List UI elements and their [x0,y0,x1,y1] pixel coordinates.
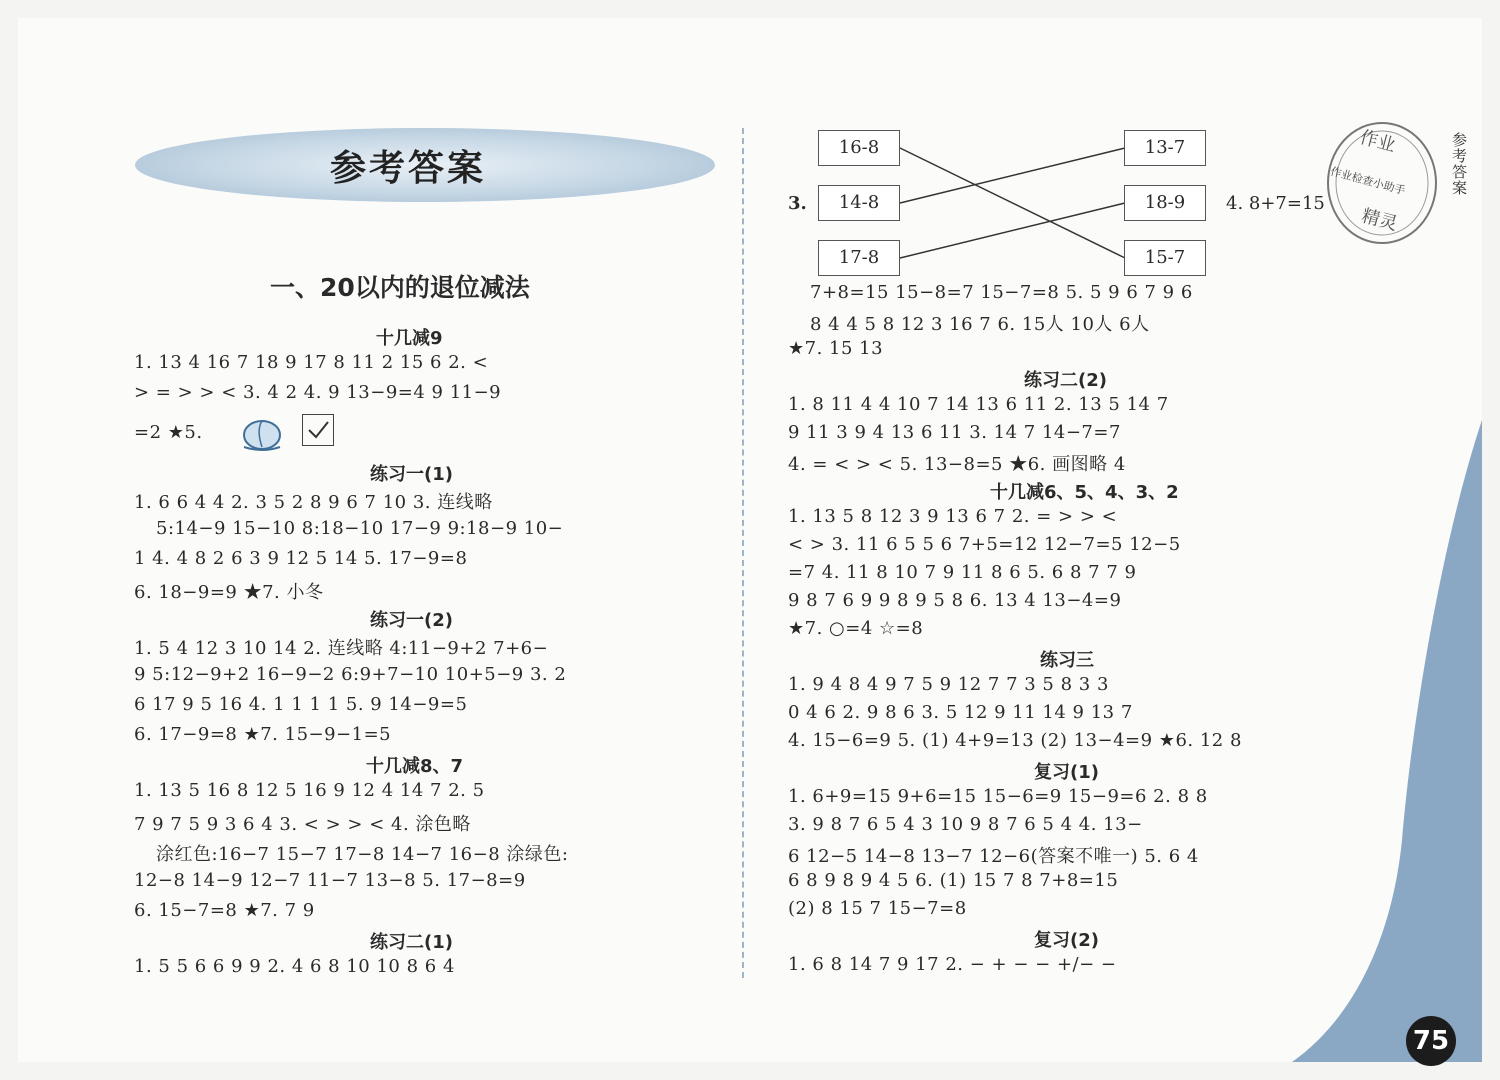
answer-line: 9 5:12−9+2 16−9−2 6:9+7−10 10+5−9 3. 2 [134,664,567,685]
subheading: 复习(2) [1034,930,1099,951]
answer-line: 1. 13 5 8 12 3 9 13 6 7 2. = > > < [788,506,1118,527]
subheading: 练习一(1) [370,464,453,485]
subheading: 十几减8、7 [366,756,464,777]
subheading: 练习三 [1040,650,1094,671]
question-number: 3. [788,193,807,214]
match-box-right: 15-7 [1124,240,1206,276]
svg-text:作业: 作业 [1357,126,1398,157]
answer-line: ★7. 15 13 [788,338,884,359]
answer-line: 1. 6+9=15 9+6=15 15−6=9 15−9=6 2. 8 8 [788,786,1208,807]
answer-line: 4. = < > < 5. 13−8=5 ★6. 画图略 4 [788,454,1126,475]
answer-line: 1. 5 4 12 3 10 14 2. 连线略 4:11−9+2 7+6− [134,638,549,659]
svg-text:精灵: 精灵 [1359,205,1400,235]
answer-line: 1. 9 4 8 4 9 7 5 9 12 7 7 3 5 8 3 3 [788,674,1109,695]
match-box-right: 13-7 [1124,130,1206,166]
subheading: 复习(1) [1034,762,1099,783]
answer-line: 4. 8+7=15 [1226,193,1325,214]
answer-line: 4. 15−6=9 5. (1) 4+9=13 (2) 13−4=9 ★6. 12 8 [788,730,1242,751]
answer-line: 9 11 3 9 4 13 6 11 3. 14 7 14−7=7 [788,422,1121,443]
answer-line: < > 3. 11 6 5 5 6 7+5=12 12−7=5 12−5 [788,534,1181,555]
subheading: 十几减9 [376,328,443,349]
answer-line: 1. 6 8 14 7 9 17 2. − + − − +/− − [788,954,1117,975]
section-title: 一、20以内的退位减法 [270,273,530,302]
peach-icon [240,413,284,453]
answer-line: 12−8 14−9 12−7 11−7 13−8 5. 17−8=9 [134,870,526,891]
match-box-left: 14-8 [818,185,900,221]
answer-line: 涂红色:16−7 15−7 17−8 14−7 16−8 涂绿色: [156,844,569,865]
match-box-left: 16-8 [818,130,900,166]
answer-line: 6. 17−9=8 ★7. 15−9−1=5 [134,724,392,745]
subheading: 练习二(2) [1024,370,1107,391]
decorative-curve [1292,420,1482,1062]
answer-line: 6 17 9 5 16 4. 1 1 1 1 5. 9 14−9=5 [134,694,468,715]
check-box-icon [302,414,334,446]
stamp-icon [1320,108,1440,258]
subheading: 练习一(2) [370,610,453,631]
answer-line: 3. 9 8 7 6 5 4 3 10 9 8 7 6 5 4 4. 13− [788,814,1143,835]
answer-line: =7 4. 11 8 10 7 9 11 8 6 5. 6 8 7 7 9 [788,562,1137,583]
answer-line: 1. 8 11 4 4 10 7 14 13 6 11 2. 13 5 14 7 [788,394,1169,415]
answer-line: 5:14−9 15−10 8:18−10 17−9 9:18−9 10− [156,518,564,539]
column-divider [742,128,754,978]
answer-line: 6. 15−7=8 ★7. 7 9 [134,900,315,921]
answer-line: ★7. ○=4 ☆=8 [788,618,924,639]
page-title: 参考答案 [330,147,487,189]
answer-line: 6. 18−9=9 ★7. 小冬 [134,582,324,603]
answer-line: 1 4. 4 8 2 6 3 9 12 5 14 5. 17−9=8 [134,548,468,569]
answer-line: 7+8=15 15−8=7 15−7=8 5. 5 9 6 7 9 6 [810,282,1193,303]
answer-line: 9 8 7 6 9 9 8 9 5 8 6. 13 4 13−4=9 [788,590,1122,611]
match-box-left: 17-8 [818,240,900,276]
answer-line: 1. 13 4 16 7 18 9 17 8 11 2 15 6 2. < [134,352,489,373]
answer-line: 7 9 7 5 9 3 6 4 3. < > > < 4. 涂色略 [134,814,471,835]
answer-line: 0 4 6 2. 9 8 6 3. 5 12 9 11 14 9 13 7 [788,702,1133,723]
answer-line: 1. 6 6 4 4 2. 3 5 2 8 9 6 7 10 3. 连线略 [134,492,493,513]
answer-line: 6 8 9 8 9 4 5 6. (1) 15 7 8 7+8=15 [788,870,1119,891]
answer-line: =2 ★5. [134,422,203,443]
side-label: 参考答案 [1452,131,1468,197]
match-box-right: 18-9 [1124,185,1206,221]
answer-line: (2) 8 15 7 15−7=8 [788,898,967,919]
answer-line: 8 4 4 5 8 12 3 16 7 6. 15人 10人 6人 [810,314,1150,335]
subheading: 十几减6、5、4、3、2 [990,482,1179,503]
page-number: 75 [1406,1016,1456,1066]
answer-line: 1. 5 5 6 6 9 9 2. 4 6 8 10 10 8 6 4 [134,956,455,977]
answer-line: > = > > < 3. 4 2 4. 9 13−9=4 9 11−9 [134,382,502,403]
svg-text:作业检查小助手: 作业检查小助手 [1328,164,1407,198]
answer-line: 6 12−5 14−8 13−7 12−6(答案不唯一) 5. 6 4 [788,846,1199,867]
subheading: 练习二(1) [370,932,453,953]
answer-line: 1. 13 5 16 8 12 5 16 9 12 4 14 7 2. 5 [134,780,485,801]
